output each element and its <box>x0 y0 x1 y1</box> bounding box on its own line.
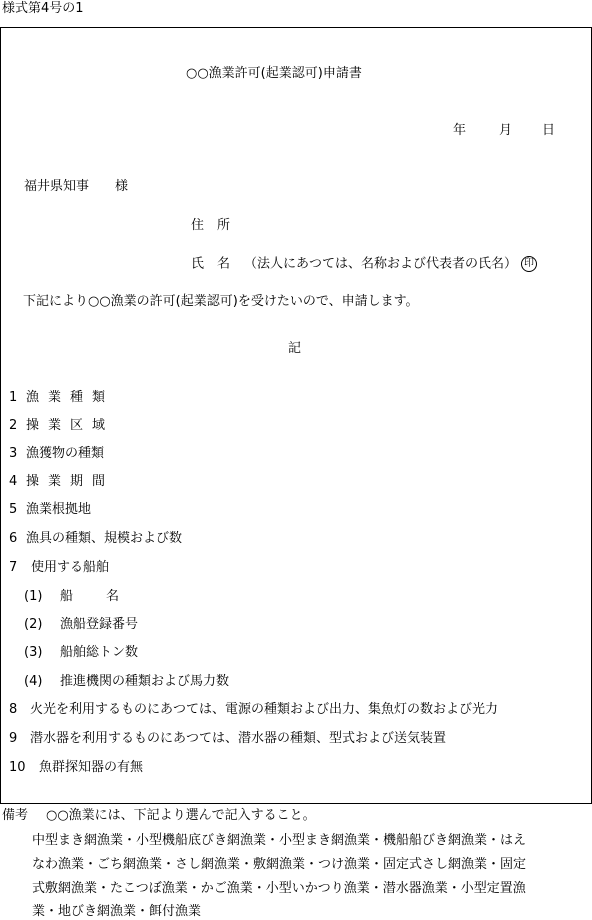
remarks-line: 業・地びき網漁業・餌付漁業 <box>32 904 202 919</box>
list-item: (4) 推進機関の種類および馬力数 <box>24 674 230 689</box>
address-label: 住 所 <box>191 218 231 233</box>
date-day: 日 <box>542 123 556 138</box>
name-label: 氏 名 <box>191 256 231 272</box>
remarks-label: 備考 <box>2 808 29 823</box>
form-number: 様式第4号の1 <box>2 1 84 16</box>
list-item: 6 漁具の種類、規模および数 <box>9 531 183 546</box>
name-line <box>191 256 537 273</box>
remarks-line: なわ漁業・ごち網漁業・さし網漁業・敷網漁業・つけ漁業・固定式さし網漁業・固定 <box>32 857 527 872</box>
ki-heading: 記 <box>288 341 302 356</box>
list-item: 3 漁獲物の種類 <box>9 446 105 461</box>
remarks-line: 式敷網漁業・たこつぼ漁業・かご漁業・小型いかつり漁業・潜水器漁業・小型定置漁 <box>32 881 526 896</box>
list-item: 5 漁業根拠地 <box>9 502 92 517</box>
list-item: 7 使用する船舶 <box>9 560 110 575</box>
date-year: 年 <box>453 123 467 138</box>
remarks-text: ○○漁業には、下記より選んで記入すること。 <box>46 808 316 823</box>
list-item: 4 操業期間 <box>9 474 115 489</box>
seal-mark: 印 <box>521 256 537 272</box>
addressee: 福井県知事 様 <box>24 179 129 194</box>
remarks-heading <box>2 808 316 824</box>
list-item: (1) 船名 <box>24 589 153 604</box>
remarks-line: 中型まき網漁業・小型機船底びき網漁業・小型まき網漁業・機船船びき網漁業・はえ <box>32 833 527 848</box>
list-item: 2 操業区域 <box>9 418 115 433</box>
request-text: 下記により○○漁業の許可(起業認可)を受けたいので、申請します。 <box>23 294 419 309</box>
list-item: 10 魚群探知器の有無 <box>9 760 144 775</box>
form-title: ○○漁業許可(起業認可)申請書 <box>186 66 362 81</box>
date-month: 月 <box>499 123 513 138</box>
list-item: (3) 船舶総トン数 <box>24 645 139 660</box>
name-note: （法人にあつては、名称および代表者の氏名） <box>244 256 518 272</box>
list-item: (2) 漁船登録番号 <box>24 617 139 632</box>
list-item: 9 潜水器を利用するものにあつては、潜水器の種類、型式および送気装置 <box>9 731 447 746</box>
list-item: 1 漁業種類 <box>9 390 115 405</box>
list-item: 8 火光を利用するものにあつては、電源の種類および出力、集魚灯の数および光力 <box>9 702 499 717</box>
